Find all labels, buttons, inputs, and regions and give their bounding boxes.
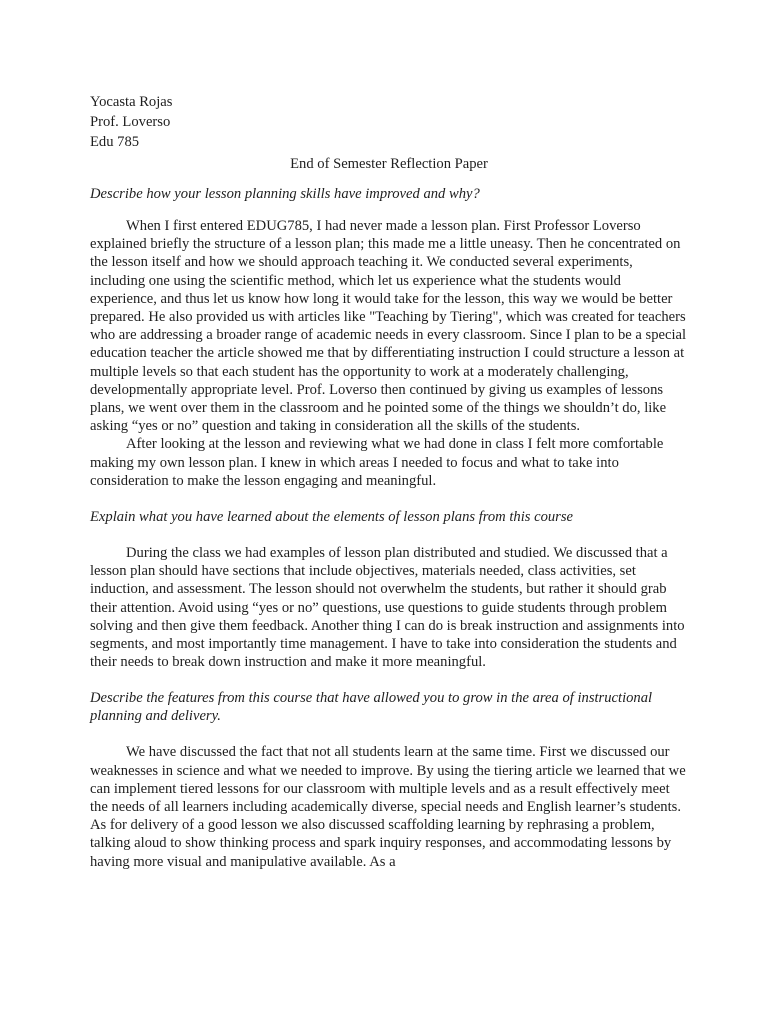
professor-name: Prof. Loverso bbox=[90, 114, 171, 130]
paper-title: End of Semester Reflection Paper bbox=[290, 156, 488, 172]
student-name: Yocasta Rojas bbox=[90, 94, 173, 110]
section-question: Explain what you have learned about the elements of lesson plans from this course bbox=[90, 509, 574, 526]
course-code: Edu 785 bbox=[90, 134, 140, 150]
section-paragraph: We have discussed the fact that not all students learn at the same time. First we discussed our weaknesses in science and what we needed to improve. By using the tiering article we learned that we can implement tiered lessons for our classroom with multiple levels and as a result effectively meet the needs of all learners including academically diverse, special needs and English learner’s students. As for delivery of a good lesson we also discussed scaffolding learning by rephrasing a problem, talking aloud to show thinking process and spark inquiry responses, and accommodating lessons by having more visual and manipulative available. As a bbox=[90, 744, 686, 870]
document-page bbox=[90, 92, 688, 871]
section-question: Describe the features from this course that have allowed you to grow in the area of instructional planning and delivery. bbox=[90, 690, 653, 725]
section-paragraph: When I first entered EDUG785, I had never made a lesson plan. First Professor Loverso explained briefly the structure of a lesson plan; this made me a little uneasy. Then he concentrated on the lesson itself and how we should approach teaching it. We conducted several experiments, including one using the scientific method, which let us experience what the students would experience, and thus let us know how long it would take for the lesson, this way we would be better prepared. He also provided us with articles like "Teaching by Tiering", which was created for teachers who are addressing a broader range of academic needs in every classroom. Since I plan to be a special education teacher the article showed me that by differentiating instruction I could structure a lesson at multiple levels so that each student has the opportunity to work at a moderately challenging, developmentally appropriate level. Prof. Loverso then continued by giving us examples of lessons plans, we went over them in the classroom and he pointed some of the things we shouldn’t do, like asking “yes or no” question and taking in consideration all the skills of the students. bbox=[90, 218, 687, 435]
section-question: Describe how your lesson planning skills have improved and why? bbox=[90, 186, 480, 202]
section-paragraph: During the class we had examples of lesson plan distributed and studied. We discussed that a lesson plan should have sections that include objectives, materials needed, class activities, set induction, and assessment. The lesson should not overwhelm the students, but rather it should grab their attention. Avoid using “yes or no” questions, use questions to guide students through problem solving and then give them feedback. Another thing I can do is break instruction and assignments into segments, and most importantly time management. I have to take into consideration the students and their needs to break down instruction and make it more meaningful. bbox=[90, 545, 685, 671]
section-paragraph: After looking at the lesson and reviewing what we had done in class I felt more comfortable making my own lesson plan. I knew in which areas I needed to focus and what to take into consideration to make the lesson engaging and meaningful. bbox=[90, 436, 664, 489]
